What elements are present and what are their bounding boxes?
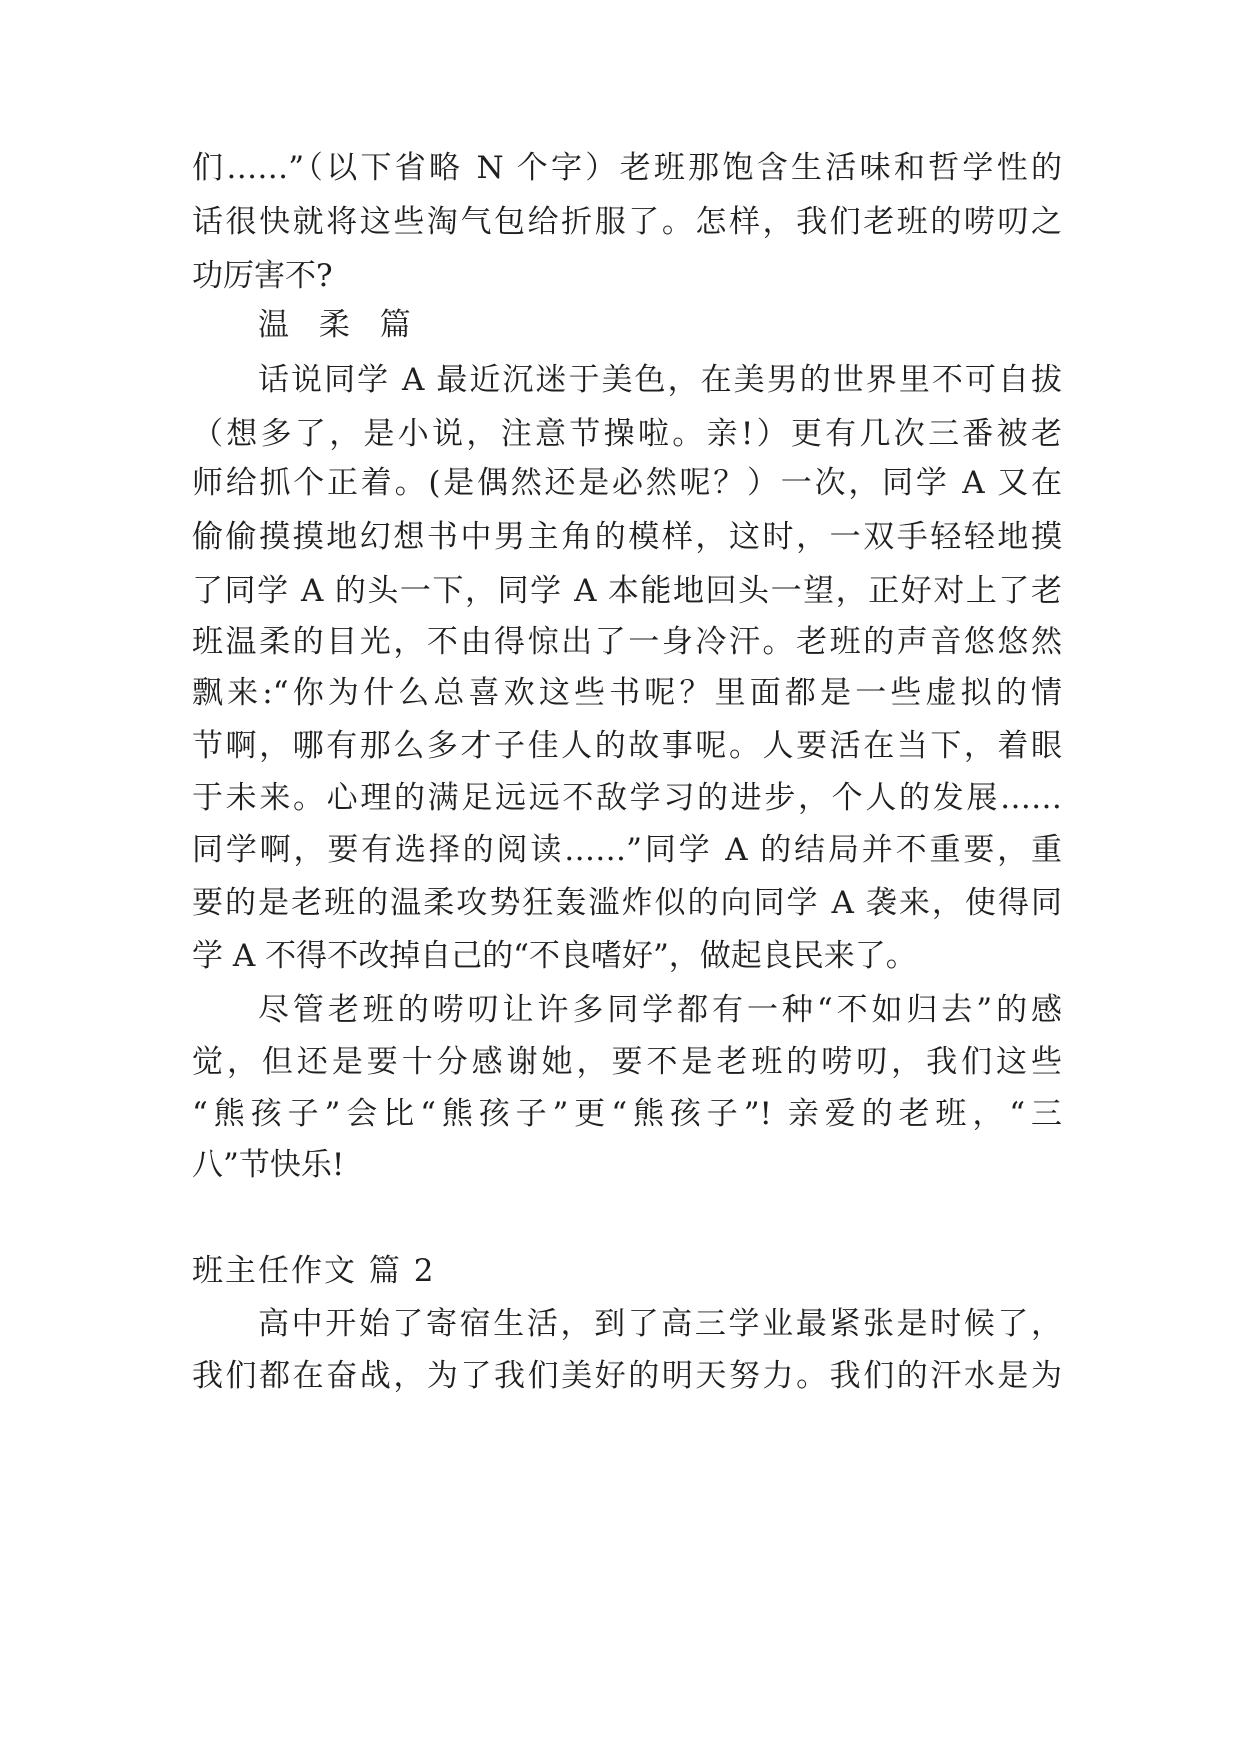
paragraph-line: 要的是老班的温柔攻势狂轰滥炸似的向同学 A 袭来，使得同 (192, 885, 1062, 921)
paragraph-line: 于未来。心理的满足远远不敌学习的进步，个人的发展…… (192, 780, 1062, 816)
paragraph-line: 节啊，哪有那么多才子佳人的故事呢。人要活在当下，着眼 (192, 728, 1062, 764)
paragraph-line: 八”节快乐! (192, 1147, 345, 1183)
paragraph-line: 我们都在奋战，为了我们美好的明天努力。我们的汗水是为 (192, 1358, 1062, 1394)
paragraph-line: 偷偷摸摸地幻想书中男主角的模样，这时，一双手轻轻地摸 (192, 519, 1062, 555)
paragraph-line: 功厉害不? (192, 258, 333, 294)
paragraph-line: “熊孩子”会比“熊孩子”更“熊孩子”! 亲爱的老班，“三 (192, 1096, 1062, 1132)
paragraph-line: 飘来:“你为什么总喜欢这些书呢？里面都是一些虚拟的情 (192, 675, 1062, 711)
paragraph-line: 觉，但还是要十分感谢她，要不是老班的唠叨，我们这些 (192, 1044, 1062, 1080)
paragraph-line: 师给抓个正着。(是偶然还是必然呢？）一次，同学 A 又在 (192, 465, 1062, 501)
paragraph-line: 学 A 不得不改掉自己的“不良嗜好”，做起良民来了。 (192, 938, 917, 974)
paragraph-line: 班温柔的目光，不由得惊出了一身冷汗。老班的声音悠悠然 (192, 624, 1062, 660)
section-title: 班主任作文 篇 2 (192, 1253, 436, 1289)
paragraph-line: 尽管老班的唠叨让许多同学都有一种“不如归去”的感 (258, 992, 1062, 1028)
paragraph-line: 话说同学 A 最近沉迷于美色，在美男的世界里不可自拔 (258, 362, 1062, 398)
section-heading: 温 柔 篇 (258, 307, 421, 343)
paragraph-line: 同学啊，要有选择的阅读……”同学 A 的结局并不重要，重 (192, 832, 1062, 868)
paragraph-line: 话很快就将这些淘气包给折服了。怎样，我们老班的唠叨之 (192, 204, 1062, 240)
paragraph-line: 了同学 A 的头一下，同学 A 本能地回头一望，正好对上了老 (192, 573, 1062, 609)
paragraph-line: （想多了，是小说，注意节操啦。亲!）更有几次三番被老 (192, 416, 1062, 452)
paragraph-line: 高中开始了寄宿生活，到了高三学业最紧张是时候了， (258, 1306, 1062, 1342)
paragraph-line: 们……”（以下省略 N 个字）老班那饱含生活味和哲学性的 (192, 150, 1062, 186)
